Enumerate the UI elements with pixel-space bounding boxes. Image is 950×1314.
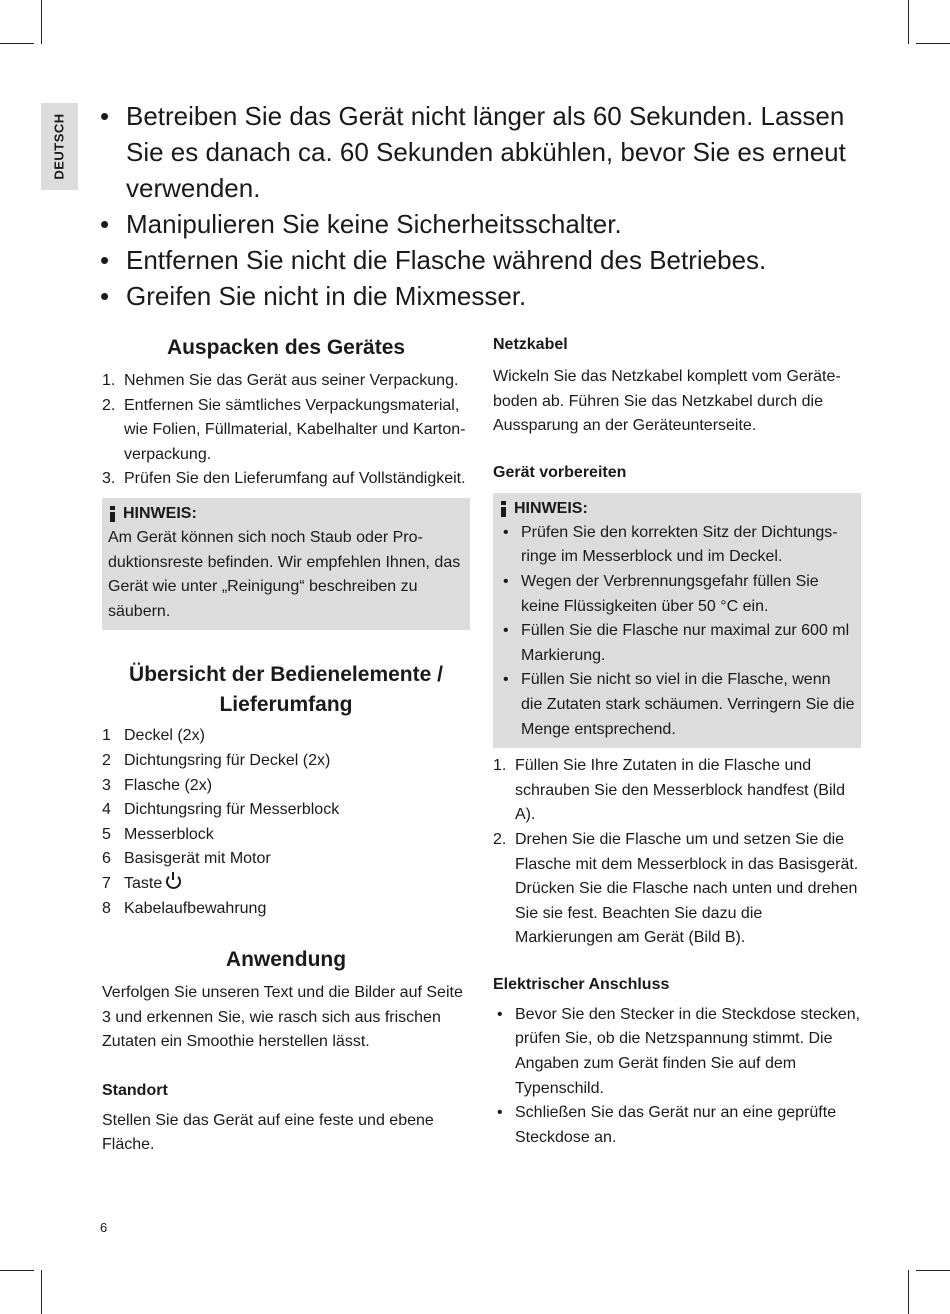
step-text: Füllen Sie Ihre Zutaten in die Flasche und schrauben Sie den Messerblock handfest (Bild A). [515,757,845,824]
info-icon [108,506,117,522]
note-text: Am Gerät können sich noch Staub oder Produktionsreste befinden. Wir empfehlen Ihnen, das Gerät wie unter „Reinigung“ beschreiben zu säubern. [108,528,461,620]
part-text: Dichtungsring für Messerblock [124,801,340,819]
section-title-location: Standort [102,1081,168,1099]
list-item [102,872,470,897]
step-number: 1. [102,372,116,389]
unpack-steps [102,369,470,492]
overview-title-line2: Lieferumfang [219,693,353,717]
list-item: • Manipulieren Sie keine Sicherheitsschalter. [98,206,858,242]
step-number: 2. [102,396,116,414]
overview-title-line1: Übersicht der Bedienelemente / [129,663,443,687]
note-box [493,493,861,748]
step-number: 3. [102,470,116,488]
part-number: 4 [102,801,111,819]
part-number: 8 [102,899,111,917]
list-item [102,467,470,492]
note-title [499,497,855,521]
part-number: 7 [102,874,111,892]
left-column [102,333,470,1158]
list-item [102,847,470,872]
cable-text: Wickeln Sie das Netzkabel komplett vom Geräteboden ab. Führen Sie das Netzkabel durch die Aussparung an der Geräteunterseite. [493,368,841,435]
part-text: Messerblock [124,825,214,843]
usage-text: Verfolgen Sie unseren Text und die Bilder auf Seite 3 und erkennen Sie, wie rasch sich aus frischen Zutaten ein Smoothie herstellen lässt. [102,984,463,1051]
part-number: 2 [102,751,111,769]
step-number: 1. [493,757,507,775]
part-number: 3 [102,776,111,794]
crop-mark [41,0,42,44]
part-text: Taste [124,874,163,892]
list-item [102,897,470,922]
list-item [102,823,470,848]
list-item: • Füllen Sie nicht so viel in die Flasche, wenn die Zutaten stark schäumen. Verringern Sie die Menge entsprechend. [499,668,855,742]
list-item: • Entfernen Sie nicht die Flasche während des Betriebes. [98,242,858,278]
step-text: Prüfen Sie den Lieferumfang auf Vollständigkeit. [124,470,466,488]
list-item [493,828,861,951]
part-number: 1 [102,727,111,745]
right-column [493,333,861,1150]
section-title-cable: Netzkabel [493,336,568,353]
power-icon [166,874,181,889]
list-item: • Füllen Sie die Flasche nur maximal zur 600 ml Markierung. [499,619,855,668]
step-text: Drehen Sie die Flasche um und setzen Sie die Flasche mit dem Messerblock in das Basisgerät. Drücken Sie die Flasche nach unten und drehen Sie sie fest. Beachten Sie dazu die Markierungen am Gerät (Bild B). [515,830,859,947]
list-item [102,394,470,468]
list-item: • Betreiben Sie das Gerät nicht länger als 60 Sekunden. Lassen Sie es danach ca. 60 Sekunden abkühlen, bevor Sie es erneut verwenden. [98,98,858,206]
part-text: Flasche (2x) [124,776,213,794]
note-label: HINWEIS: [514,499,588,517]
part-text: Dichtungsring für Deckel (2x) [124,751,331,769]
crop-mark [41,1270,42,1314]
crop-mark [0,43,34,44]
list-item: • Schließen Sie das Gerät nur an eine geprüfte Steckdose an. [493,1101,861,1150]
step-text: Entfernen Sie sämtliches Verpackungsmaterial, wie Folien, Füllmaterial, Kabelhalter und Kartonverpackung. [124,396,466,463]
location-text: Stellen Sie das Gerät auf eine feste und ebene Fläche. [102,1111,434,1154]
crop-mark [916,1270,950,1271]
language-tab-label: DEUTSCH [52,113,67,180]
crop-mark [916,43,950,44]
part-text: Kabelaufbewahrung [124,899,267,917]
list-item: • Bevor Sie den Stecker in die Steckdose stecken, prüfen Sie, ob die Netzspannung stimmt. Die Angaben zum Gerät finden Sie auf dem Typenschild. [493,1003,861,1101]
list-item: • Wegen der Verbrennungsgefahr füllen Sie keine Flüssigkeiten über 50 °C ein. [499,570,855,619]
section-title-usage: Anwendung [225,948,347,972]
section-title-electric: Elektrischer Anschluss [493,975,670,993]
part-text: Deckel (2x) [124,727,205,745]
note-title [108,502,464,526]
list-item: • Prüfen Sie den korrekten Sitz der Dichtungsringe im Messerblock und im Deckel. [499,521,855,570]
list-item [102,724,470,749]
section-title-unpack: Auspacken des Gerätes [166,336,406,359]
part-text: Basisgerät mit Motor [124,850,271,868]
crop-mark [908,1270,909,1314]
section-title-prepare: Gerät vorbereiten [493,463,627,481]
info-icon [499,501,508,517]
part-number: 6 [102,850,111,868]
list-item [102,798,470,823]
note-bullets [499,521,855,742]
prepare-steps [493,754,861,951]
list-item [102,774,470,799]
parts-list [102,724,470,921]
part-number: 5 [102,825,111,843]
language-tab [41,103,78,190]
list-item [102,369,470,394]
section-title-overview [102,660,470,720]
note-label: HINWEIS: [123,504,197,522]
list-item [493,754,861,828]
crop-mark [908,0,909,44]
crop-mark [0,1270,34,1271]
safety-bullets [98,98,858,314]
note-box [102,498,470,630]
step-number: 2. [493,830,507,848]
step-text: Nehmen Sie das Gerät aus seiner Verpackung. [124,372,459,389]
list-item [102,749,470,774]
page-number: 6 [100,1220,108,1235]
list-item: • Greifen Sie nicht in die Mixmesser. [98,278,858,314]
electric-bullets [493,1003,861,1151]
